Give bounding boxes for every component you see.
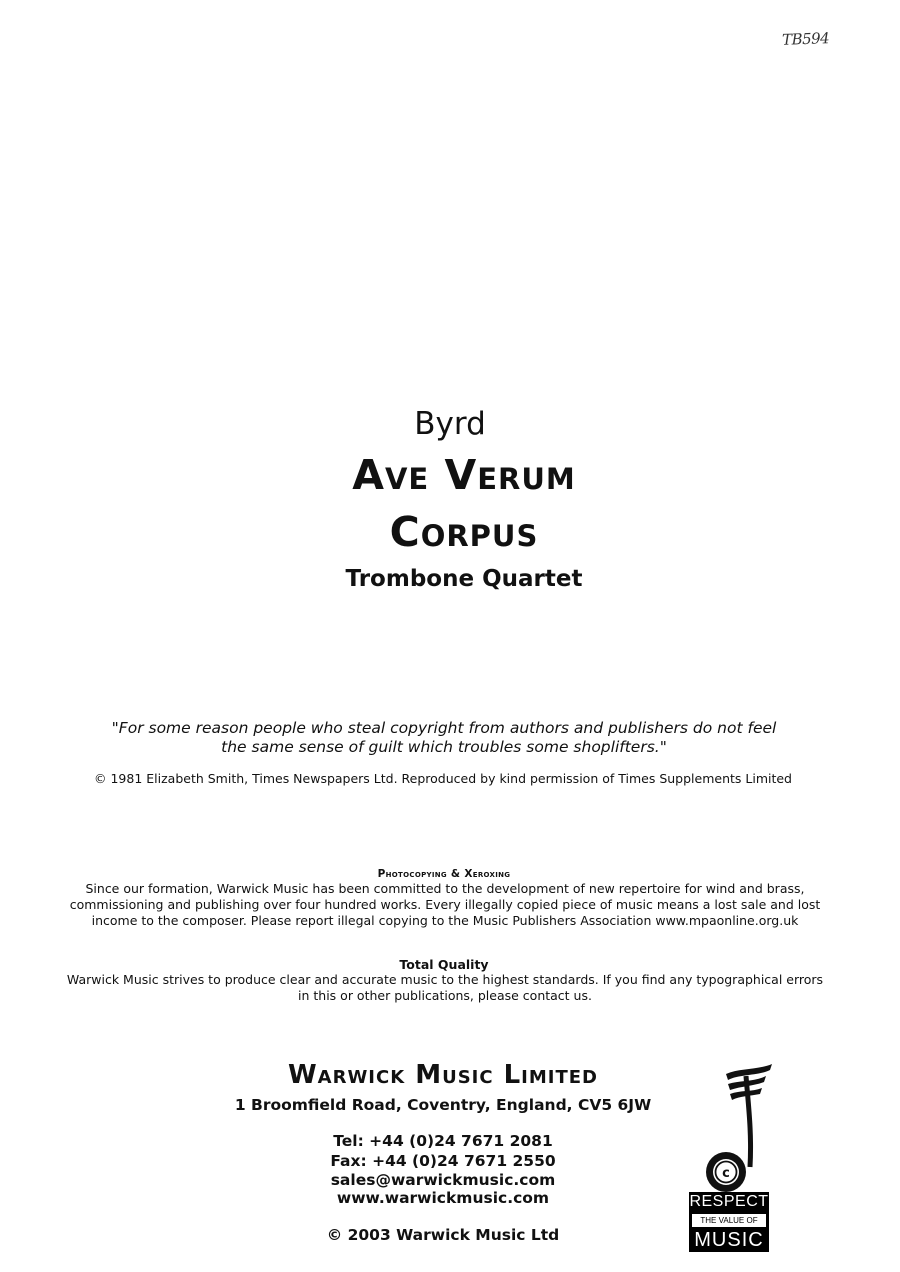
publisher-address: 1 Broomfield Road, Coventry, England, CV5 6JW: [234, 1096, 652, 1114]
email-address: sales@warwickmusic.com: [330, 1171, 556, 1189]
title-line-1: Ave Verum: [352, 451, 576, 499]
photocopying-body: Since our formation, Warwick Music has been committed to the development of new repertoire for wind and brass, commissioning and publishing over four hundred works. Every illegally copied piece of music means a lost sale and lost income to the composer. Please report illegal copying to the Music Publishers Association www.mpaonline.org.uk: [69, 881, 821, 928]
copyright-quote: [0, 719, 888, 757]
svg-text:c: c: [722, 1166, 730, 1181]
quote-credit: © 1981 Elizabeth Smith, Times Newspapers Ltd. Reproduced by kind permission of Times Supplements Limited: [94, 771, 792, 786]
quote-line-2: the same sense of guilt which troubles some shoplifters.": [221, 738, 667, 756]
publisher-name: Warwick Music Limited: [287, 1060, 599, 1090]
composer-name: Byrd: [414, 406, 486, 442]
fax: Fax: +44 (0)24 7671 2550: [330, 1152, 556, 1170]
logo-value-text: THE VALUE OF: [692, 1214, 766, 1227]
quality-body: Warwick Music strives to produce clear and accurate music to the highest standards. If you find any typographical errors in this or other publications, please contact us.: [66, 972, 824, 1003]
logo-music-text: MUSIC: [694, 1229, 764, 1251]
logo-respect-text: RESPECT: [689, 1193, 769, 1210]
quality-heading: Total Quality: [399, 957, 489, 972]
telephone: Tel: +44 (0)24 7671 2081: [333, 1132, 553, 1150]
subtitle: Trombone Quartet: [345, 566, 583, 592]
handwritten-catalog-note: TB594: [781, 29, 830, 49]
title-line-2: Corpus: [389, 508, 539, 556]
copyright-notice: © 2003 Warwick Music Ltd: [326, 1226, 560, 1244]
photocopying-heading: Photocopying & Xeroxing: [377, 868, 511, 880]
website: www.warwickmusic.com: [336, 1189, 550, 1207]
quote-line-1: "For some reason people who steal copyright from authors and publishers do not feel: [111, 719, 777, 737]
